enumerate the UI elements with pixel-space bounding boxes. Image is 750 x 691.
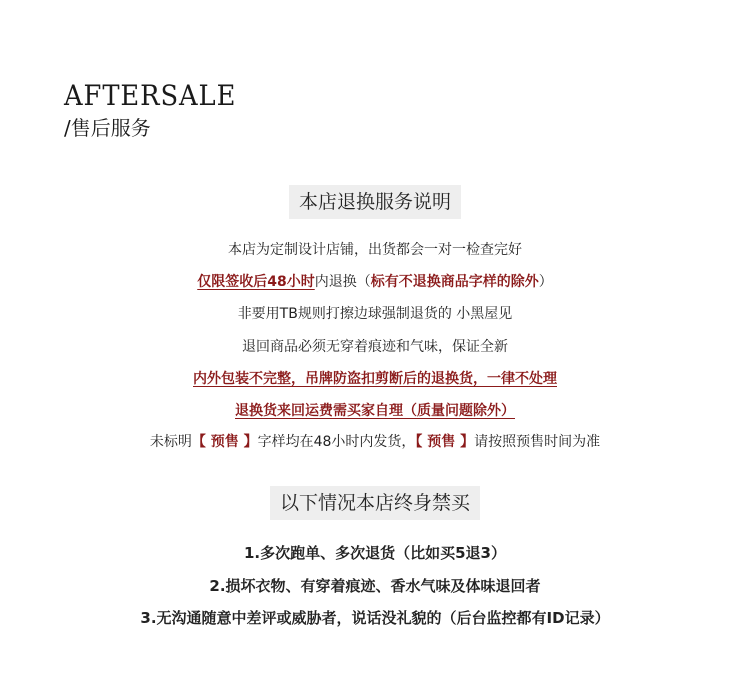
policy-line-1: 本店为定制设计店铺，出货都会一对一检查完好 (228, 242, 522, 258)
header-title-cn: /售后服务 (64, 116, 151, 140)
policy-line-6: 退换货来回运费需买家自理（质量问题除外） (235, 403, 515, 419)
ban-rule-3: 3.无沟通随意中差评或威胁者，说话没礼貌的（后台监控都有ID记录） (140, 609, 610, 627)
policy-line-5: 内外包装不完整，吊牌防盗扣剪断后的退换货，一律不处理 (193, 371, 557, 387)
ban-rule-2: 2.损坏衣物、有穿着痕迹、香水气味及体味退回者 (209, 577, 541, 595)
section-title-lifetime-ban: 以下情况本店终身禁买 (270, 486, 480, 520)
policy-line-3: 非要用TB规则打擦边球强制退货的 小黑屋见 (237, 306, 513, 322)
policy-line-2-red: 仅限签收后48小时 (197, 274, 315, 290)
policy-line-7-c: 字样均在48小时内发货， (257, 434, 416, 450)
policy-line-2-end: ） (538, 274, 553, 290)
presale-tag-1: 【 预售 】 (191, 434, 258, 450)
policy-line-2-red2: 标有不退换商品字样的除外 (370, 274, 539, 290)
presale-tag-2: 【 预售 】 (415, 434, 475, 450)
ban-rule-1: 1.多次跑单、多次退货（比如买5退3） (243, 544, 506, 562)
section-title-return-policy: 本店退换服务说明 (289, 185, 461, 219)
policy-line-2-dark: 内退换（ (314, 274, 371, 290)
policy-line-7-e: 请按照预售时间为准 (474, 434, 601, 450)
policy-line-7-a: 未标明 (149, 434, 192, 450)
policy-line-7 (0, 432, 750, 452)
header-title-en: AFTERSALE (64, 79, 237, 112)
policy-line-4: 退回商品必须无穿着痕迹和气味，保证全新 (242, 339, 508, 355)
policy-line-2 (0, 272, 750, 292)
